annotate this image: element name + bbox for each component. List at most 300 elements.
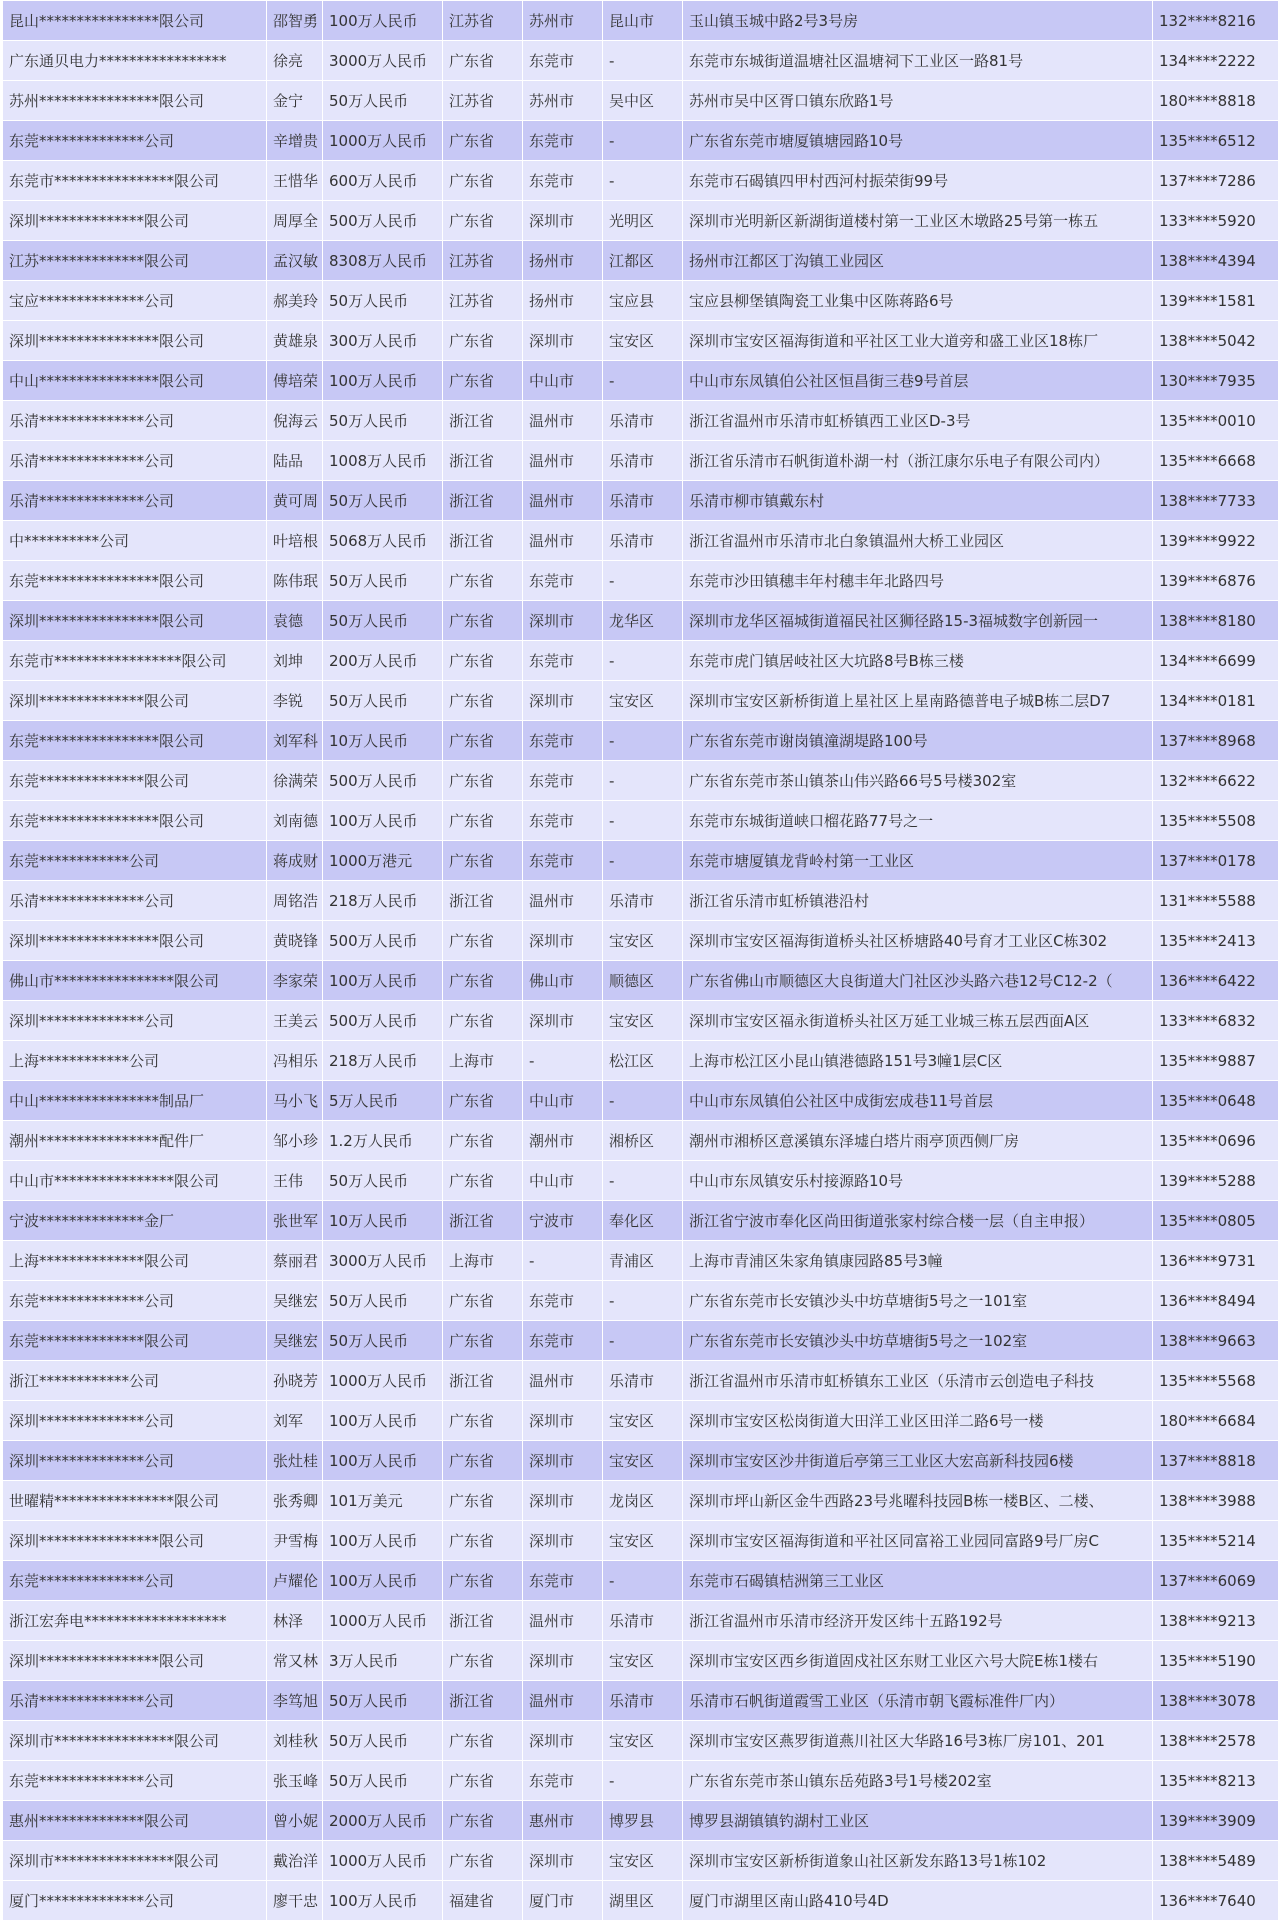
phone-cell: 139****3909 [1153,1801,1279,1841]
legal-person-cell: 常又林 [267,1641,323,1681]
address-cell: 深圳市宝安区西乡街道固戍社区东财工业区六号大院E栋1楼右 [683,1641,1153,1681]
province-cell: 广东省 [443,841,523,881]
city-cell: - [523,1041,603,1081]
registered-capital-cell: 50万人民币 [323,1321,443,1361]
city-cell: - [523,1241,603,1281]
company-name-cell: 深圳****************限公司 [3,1521,267,1561]
address-cell: 广东省东莞市茶山镇茶山伟兴路66号5号楼302室 [683,761,1153,801]
company-name-cell: 苏州****************限公司 [3,81,267,121]
district-cell: 龙岗区 [603,1481,683,1521]
district-cell: - [603,761,683,801]
registered-capital-cell: 50万人民币 [323,1161,443,1201]
city-cell: 东莞市 [523,1321,603,1361]
district-cell: 青浦区 [603,1241,683,1281]
phone-cell: 139****6876 [1153,561,1279,601]
address-cell: 深圳市宝安区福海街道和平社区同富裕工业园同富路9号厂房C [683,1521,1153,1561]
province-cell: 广东省 [443,921,523,961]
company-name-cell: 广东通贝电力***************** [3,41,267,81]
address-cell: 博罗县湖镇镇钓湖村工业区 [683,1801,1153,1841]
legal-person-cell: 李家荣 [267,961,323,1001]
province-cell: 江苏省 [443,241,523,281]
address-cell: 东莞市塘厦镇龙背岭村第一工业区 [683,841,1153,881]
address-cell: 深圳市宝安区新桥街道象山社区新发东路13号1栋102 [683,1841,1153,1881]
address-cell: 深圳市宝安区燕罗街道燕川社区大华路16号3栋厂房101、201 [683,1721,1153,1761]
district-cell: 龙华区 [603,601,683,641]
city-cell: 惠州市 [523,1801,603,1841]
district-cell: 宝安区 [603,1401,683,1441]
table-row [3,1681,1279,1721]
city-cell: 东莞市 [523,41,603,81]
district-cell: - [603,561,683,601]
company-name-cell: 昆山****************限公司 [3,1,267,41]
registered-capital-cell: 50万人民币 [323,561,443,601]
registered-capital-cell: 1008万人民币 [323,441,443,481]
table-row [3,1561,1279,1601]
table-row [3,1161,1279,1201]
city-cell: 中山市 [523,1081,603,1121]
phone-cell: 135****0648 [1153,1081,1279,1121]
legal-person-cell: 徐亮 [267,41,323,81]
district-cell: 乐清市 [603,481,683,521]
phone-cell: 135****6668 [1153,441,1279,481]
province-cell: 广东省 [443,41,523,81]
phone-cell: 180****6684 [1153,1401,1279,1441]
company-name-cell: 乐清**************公司 [3,481,267,521]
address-cell: 东莞市东城街道温塘社区温塘祠下工业区一路81号 [683,41,1153,81]
address-cell: 苏州市吴中区胥口镇东欣路1号 [683,81,1153,121]
table-row [3,401,1279,441]
address-cell: 东莞市虎门镇居岐社区大坑路8号B栋三楼 [683,641,1153,681]
legal-person-cell: 周铭浩 [267,881,323,921]
address-cell: 浙江省温州市乐清市虹桥镇东工业区（乐清市云创造电子科技 [683,1361,1153,1401]
city-cell: 宁波市 [523,1201,603,1241]
city-cell: 深圳市 [523,601,603,641]
city-cell: 温州市 [523,401,603,441]
phone-cell: 135****0805 [1153,1201,1279,1241]
province-cell: 广东省 [443,1281,523,1321]
registered-capital-cell: 1.2万人民币 [323,1121,443,1161]
legal-person-cell: 廖干忠 [267,1881,323,1921]
company-name-cell: 东莞市****************限公司 [3,161,267,201]
company-name-cell: 深圳****************限公司 [3,321,267,361]
province-cell: 浙江省 [443,1361,523,1401]
phone-cell: 134****2222 [1153,41,1279,81]
province-cell: 广东省 [443,1161,523,1201]
company-name-cell: 宁波**************金厂 [3,1201,267,1241]
table-row [3,1001,1279,1041]
legal-person-cell: 刘桂秋 [267,1721,323,1761]
company-name-cell: 惠州**************限公司 [3,1801,267,1841]
registered-capital-cell: 10万人民币 [323,1201,443,1241]
legal-person-cell: 张秀卿 [267,1481,323,1521]
registered-capital-cell: 300万人民币 [323,321,443,361]
address-cell: 中山市东凤镇伯公社区恒昌街三巷9号首层 [683,361,1153,401]
district-cell: - [603,1321,683,1361]
district-cell: - [603,1561,683,1601]
registered-capital-cell: 1000万人民币 [323,1841,443,1881]
company-name-cell: 浙江宏奔电******************* [3,1601,267,1641]
province-cell: 广东省 [443,761,523,801]
registered-capital-cell: 100万人民币 [323,1881,443,1921]
company-name-cell: 中山****************制品厂 [3,1081,267,1121]
registered-capital-cell: 500万人民币 [323,1001,443,1041]
phone-cell: 138****2578 [1153,1721,1279,1761]
legal-person-cell: 王惜华 [267,161,323,201]
registered-capital-cell: 50万人民币 [323,1721,443,1761]
legal-person-cell: 刘军 [267,1401,323,1441]
table-row [3,761,1279,801]
phone-cell: 135****5508 [1153,801,1279,841]
table-row [3,481,1279,521]
city-cell: 东莞市 [523,801,603,841]
registered-capital-cell: 218万人民币 [323,881,443,921]
district-cell: 顺德区 [603,961,683,1001]
registered-capital-cell: 1000万人民币 [323,1361,443,1401]
registered-capital-cell: 3000万人民币 [323,41,443,81]
address-cell: 广东省东莞市长安镇沙头中坊草塘街5号之一101室 [683,1281,1153,1321]
table-row [3,1081,1279,1121]
city-cell: 东莞市 [523,1281,603,1321]
registered-capital-cell: 100万人民币 [323,361,443,401]
address-cell: 东莞市东城街道峡口榴花路77号之一 [683,801,1153,841]
city-cell: 温州市 [523,1361,603,1401]
province-cell: 浙江省 [443,881,523,921]
city-cell: 温州市 [523,521,603,561]
table-row [3,1321,1279,1361]
legal-person-cell: 李笃旭 [267,1681,323,1721]
district-cell: 宝安区 [603,681,683,721]
legal-person-cell: 曾小妮 [267,1801,323,1841]
registered-capital-cell: 100万人民币 [323,801,443,841]
registered-capital-cell: 100万人民币 [323,1441,443,1481]
legal-person-cell: 蔡丽君 [267,1241,323,1281]
company-name-cell: 上海**************限公司 [3,1241,267,1281]
city-cell: 深圳市 [523,1481,603,1521]
address-cell: 浙江省宁波市奉化区尚田街道张家村综合楼一层（自主申报） [683,1201,1153,1241]
phone-cell: 138****9213 [1153,1601,1279,1641]
district-cell: 松江区 [603,1041,683,1081]
company-name-cell: 东莞**************公司 [3,1561,267,1601]
district-cell: 宝安区 [603,1001,683,1041]
registered-capital-cell: 1000万港元 [323,841,443,881]
phone-cell: 137****6069 [1153,1561,1279,1601]
phone-cell: 137****0178 [1153,841,1279,881]
address-cell: 广东省东莞市茶山镇东岳苑路3号1号楼202室 [683,1761,1153,1801]
legal-person-cell: 卢耀伦 [267,1561,323,1601]
company-name-cell: 东莞****************限公司 [3,721,267,761]
province-cell: 广东省 [443,1761,523,1801]
legal-person-cell: 黄晓锋 [267,921,323,961]
address-cell: 深圳市宝安区松岗街道大田洋工业区田洋二路6号一楼 [683,1401,1153,1441]
address-cell: 广东省东莞市谢岗镇潼湖堤路100号 [683,721,1153,761]
phone-cell: 131****5588 [1153,881,1279,921]
phone-cell: 137****8818 [1153,1441,1279,1481]
phone-cell: 138****3988 [1153,1481,1279,1521]
phone-cell: 133****5920 [1153,201,1279,241]
registered-capital-cell: 3000万人民币 [323,1241,443,1281]
district-cell: 乐清市 [603,1681,683,1721]
company-name-cell: 潮州****************配件厂 [3,1121,267,1161]
city-cell: 温州市 [523,881,603,921]
table-row [3,41,1279,81]
legal-person-cell: 冯相乐 [267,1041,323,1081]
registered-capital-cell: 500万人民币 [323,201,443,241]
province-cell: 广东省 [443,361,523,401]
province-cell: 广东省 [443,561,523,601]
company-name-cell: 深圳**************公司 [3,1441,267,1481]
district-cell: 宝安区 [603,1441,683,1481]
legal-person-cell: 邵智勇 [267,1,323,41]
table-row [3,921,1279,961]
phone-cell: 132****8216 [1153,1,1279,41]
legal-person-cell: 徐满荣 [267,761,323,801]
company-name-cell: 东莞市*****************限公司 [3,641,267,681]
district-cell: 湘桥区 [603,1121,683,1161]
district-cell: 江都区 [603,241,683,281]
table-row [3,961,1279,1001]
legal-person-cell: 王伟 [267,1161,323,1201]
company-name-cell: 深圳市****************限公司 [3,1721,267,1761]
legal-person-cell: 李锐 [267,681,323,721]
company-name-cell: 厦门**************公司 [3,1881,267,1921]
address-cell: 浙江省乐清市虹桥镇港沿村 [683,881,1153,921]
province-cell: 广东省 [443,1081,523,1121]
district-cell: 宝安区 [603,921,683,961]
phone-cell: 135****5214 [1153,1521,1279,1561]
city-cell: 东莞市 [523,561,603,601]
address-cell: 深圳市宝安区福海街道和平社区工业大道旁和盛工业区18栋厂 [683,321,1153,361]
table-row [3,801,1279,841]
province-cell: 广东省 [443,1801,523,1841]
legal-person-cell: 袁德 [267,601,323,641]
table-row [3,1641,1279,1681]
registered-capital-cell: 50万人民币 [323,281,443,321]
city-cell: 中山市 [523,361,603,401]
phone-cell: 138****8180 [1153,601,1279,641]
district-cell: 博罗县 [603,1801,683,1841]
district-cell: - [603,121,683,161]
table-row [3,161,1279,201]
district-cell: 宝安区 [603,1521,683,1561]
province-cell: 广东省 [443,121,523,161]
province-cell: 浙江省 [443,441,523,481]
legal-person-cell: 黄雄泉 [267,321,323,361]
registered-capital-cell: 218万人民币 [323,1041,443,1081]
province-cell: 广东省 [443,201,523,241]
city-cell: 深圳市 [523,1521,603,1561]
table-row [3,281,1279,321]
district-cell: - [603,1161,683,1201]
company-name-cell: 深圳**************限公司 [3,681,267,721]
city-cell: 温州市 [523,481,603,521]
city-cell: 温州市 [523,1681,603,1721]
registered-capital-cell: 50万人民币 [323,401,443,441]
table-row [3,521,1279,561]
phone-cell: 134****0181 [1153,681,1279,721]
province-cell: 广东省 [443,1641,523,1681]
district-cell: 昆山市 [603,1,683,41]
registered-capital-cell: 50万人民币 [323,481,443,521]
legal-person-cell: 戴治洋 [267,1841,323,1881]
registered-capital-cell: 1000万人民币 [323,1601,443,1641]
district-cell: 宝安区 [603,321,683,361]
province-cell: 广东省 [443,801,523,841]
company-name-cell: 乐清**************公司 [3,401,267,441]
address-cell: 上海市松江区小昆山镇港德路151号3幢1层C区 [683,1041,1153,1081]
table-row [3,241,1279,281]
phone-cell: 138****3078 [1153,1681,1279,1721]
table-row [3,1761,1279,1801]
province-cell: 广东省 [443,1441,523,1481]
company-name-cell: 深圳**************公司 [3,1401,267,1441]
table-row [3,881,1279,921]
phone-cell: 134****6699 [1153,641,1279,681]
table-row [3,1121,1279,1161]
address-cell: 深圳市宝安区福海街道桥头社区桥塘路40号育才工业区C栋302 [683,921,1153,961]
table-row [3,1521,1279,1561]
province-cell: 上海市 [443,1241,523,1281]
province-cell: 广东省 [443,1561,523,1601]
table-row [3,1801,1279,1841]
company-name-cell: 深圳****************限公司 [3,601,267,641]
address-cell: 玉山镇玉城中路2号3号房 [683,1,1153,41]
district-cell: - [603,801,683,841]
phone-cell: 139****1581 [1153,281,1279,321]
province-cell: 浙江省 [443,521,523,561]
registered-capital-cell: 200万人民币 [323,641,443,681]
province-cell: 江苏省 [443,81,523,121]
registered-capital-cell: 5068万人民币 [323,521,443,561]
phone-cell: 137****8968 [1153,721,1279,761]
legal-person-cell: 刘坤 [267,641,323,681]
phone-cell: 138****9663 [1153,1321,1279,1361]
address-cell: 深圳市宝安区福永街道桥头社区万延工业城三栋五层西面A区 [683,1001,1153,1041]
district-cell: 宝安区 [603,1841,683,1881]
province-cell: 浙江省 [443,401,523,441]
phone-cell: 138****4394 [1153,241,1279,281]
phone-cell: 135****9887 [1153,1041,1279,1081]
registered-capital-cell: 50万人民币 [323,681,443,721]
registered-capital-cell: 50万人民币 [323,1761,443,1801]
legal-person-cell: 陆品 [267,441,323,481]
city-cell: 东莞市 [523,1561,603,1601]
registered-capital-cell: 8308万人民币 [323,241,443,281]
legal-person-cell: 林泽 [267,1601,323,1641]
city-cell: 深圳市 [523,1841,603,1881]
legal-person-cell: 黄可周 [267,481,323,521]
table-row [3,1841,1279,1881]
table-row [3,681,1279,721]
address-cell: 浙江省乐清市石帆街道朴湖一村（浙江康尔乐电子有限公司内） [683,441,1153,481]
legal-person-cell: 邹小珍 [267,1121,323,1161]
address-cell: 深圳市宝安区新桥街道上星社区上星南路德普电子城B栋二层D7 [683,681,1153,721]
company-name-cell: 深圳****************限公司 [3,921,267,961]
registered-capital-cell: 101万美元 [323,1481,443,1521]
province-cell: 浙江省 [443,1201,523,1241]
city-cell: 东莞市 [523,1761,603,1801]
registered-capital-cell: 50万人民币 [323,81,443,121]
table-row [3,441,1279,481]
district-cell: - [603,361,683,401]
registered-capital-cell: 600万人民币 [323,161,443,201]
province-cell: 福建省 [443,1881,523,1921]
province-cell: 广东省 [443,721,523,761]
phone-cell: 135****5568 [1153,1361,1279,1401]
registered-capital-cell: 50万人民币 [323,601,443,641]
phone-cell: 136****9731 [1153,1241,1279,1281]
company-name-cell: 世曜精****************限公司 [3,1481,267,1521]
city-cell: 扬州市 [523,241,603,281]
city-cell: 佛山市 [523,961,603,1001]
district-cell: 奉化区 [603,1201,683,1241]
registered-capital-cell: 10万人民币 [323,721,443,761]
registered-capital-cell: 500万人民币 [323,761,443,801]
province-cell: 广东省 [443,1721,523,1761]
city-cell: 深圳市 [523,201,603,241]
district-cell: 宝应县 [603,281,683,321]
table-row [3,641,1279,681]
phone-cell: 136****8494 [1153,1281,1279,1321]
registered-capital-cell: 1000万人民币 [323,121,443,161]
company-name-cell: 乐清**************公司 [3,441,267,481]
city-cell: 东莞市 [523,721,603,761]
province-cell: 浙江省 [443,1601,523,1641]
province-cell: 江苏省 [443,281,523,321]
province-cell: 广东省 [443,161,523,201]
company-name-cell: 中山市****************限公司 [3,1161,267,1201]
registered-capital-cell: 500万人民币 [323,921,443,961]
legal-person-cell: 周厚全 [267,201,323,241]
company-name-cell: 乐清**************公司 [3,1681,267,1721]
company-name-cell: 浙江************公司 [3,1361,267,1401]
company-name-cell: 深圳**************公司 [3,1001,267,1041]
province-cell: 广东省 [443,1481,523,1521]
address-cell: 扬州市江都区丁沟镇工业园区 [683,241,1153,281]
city-cell: 东莞市 [523,161,603,201]
city-cell: 东莞市 [523,761,603,801]
legal-person-cell: 陈伟珉 [267,561,323,601]
phone-cell: 130****7935 [1153,361,1279,401]
address-cell: 深圳市宝安区沙井街道后亭第三工业区大宏高新科技园6楼 [683,1441,1153,1481]
table-row [3,601,1279,641]
legal-person-cell: 辛增贵 [267,121,323,161]
address-cell: 广东省东莞市塘厦镇塘园路10号 [683,121,1153,161]
legal-person-cell: 孟汉敏 [267,241,323,281]
company-name-cell: 东莞**************公司 [3,1281,267,1321]
address-cell: 乐清市石帆街道霞雪工业区（乐清市朝飞霞标准件厂内） [683,1681,1153,1721]
address-cell: 浙江省温州市乐清市经济开发区纬十五路192号 [683,1601,1153,1641]
city-cell: 东莞市 [523,121,603,161]
phone-cell: 139****9922 [1153,521,1279,561]
legal-person-cell: 尹雪梅 [267,1521,323,1561]
city-cell: 扬州市 [523,281,603,321]
city-cell: 潮州市 [523,1121,603,1161]
province-cell: 广东省 [443,641,523,681]
table-row [3,1401,1279,1441]
registered-capital-cell: 2000万人民币 [323,1801,443,1841]
city-cell: 深圳市 [523,921,603,961]
address-cell: 深圳市坪山新区金牛西路23号兆曜科技园B栋一楼B区、二楼、 [683,1481,1153,1521]
city-cell: 深圳市 [523,1401,603,1441]
legal-person-cell: 马小飞 [267,1081,323,1121]
legal-person-cell: 王美云 [267,1001,323,1041]
province-cell: 江苏省 [443,1,523,41]
legal-person-cell: 张灶桂 [267,1441,323,1481]
city-cell: 苏州市 [523,81,603,121]
phone-cell: 132****6622 [1153,761,1279,801]
company-name-cell: 佛山市****************限公司 [3,961,267,1001]
city-cell: 深圳市 [523,1001,603,1041]
